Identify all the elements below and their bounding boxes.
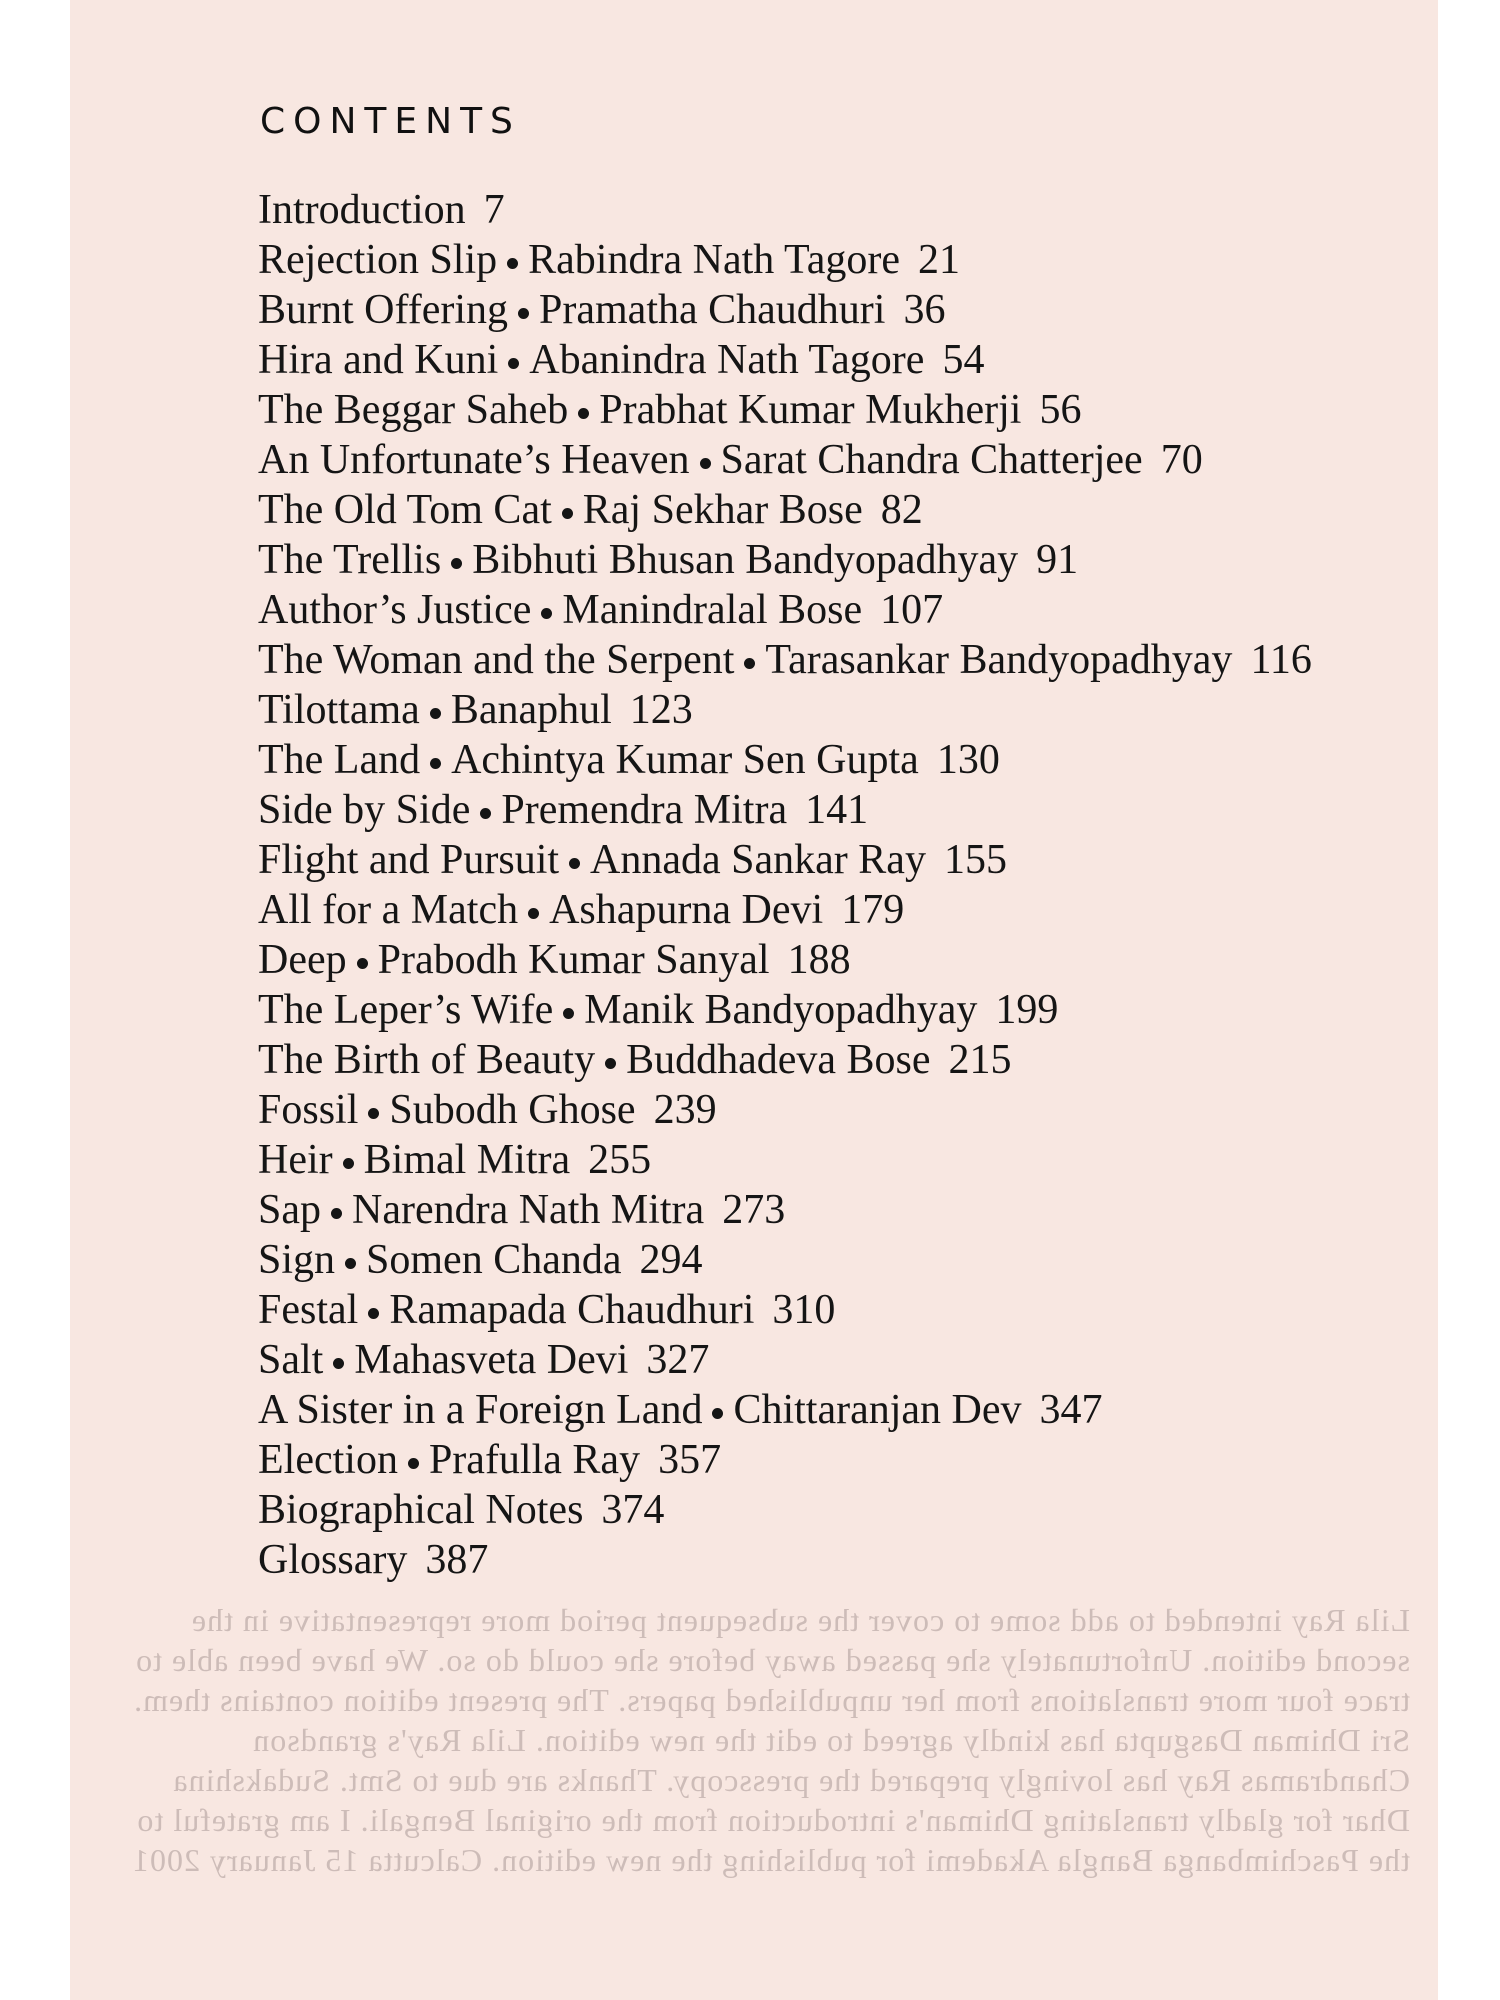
entry-title: An Unfortunate’s Heaven [258,437,690,483]
entry-title: The Woman and the Serpent [258,637,735,683]
entry-page-number: 327 [646,1337,710,1383]
entry-page-number: 141 [805,787,869,833]
page-title: CONTENTS [260,101,521,142]
entry-page-number: 36 [903,287,946,333]
entry-title: The Birth of Beauty [258,1037,596,1083]
bleed-line: prepared the presscopy. Thanks are due to Smt. Sudakshina [172,1762,990,1798]
entry-page-number: 255 [588,1137,652,1183]
entry-title: Glossary [258,1537,408,1583]
bleed-line: original Bengali. [359,1802,592,1838]
entry-author: Premendra Mitra [501,787,788,833]
entry-title: Introduction [258,187,466,233]
toc-entry [258,785,1312,835]
toc-entry [258,1135,1312,1185]
bullet-icon [451,558,462,569]
book-page [70,0,1438,2000]
entry-page-number: 123 [629,687,693,733]
toc-entry [258,535,1312,585]
entry-author: Bimal Mitra [363,1137,571,1183]
bullet-icon [528,908,539,919]
bullet-icon [605,1058,616,1069]
toc-entry [258,1535,1312,1585]
toc-entry [258,635,1312,685]
entry-title: Side by Side [258,787,471,833]
toc-entry [258,935,1312,985]
entry-page-number: 179 [841,887,905,933]
entry-page-number: 310 [772,1287,836,1333]
entry-page-number: 374 [601,1487,665,1533]
toc-entry [258,585,1312,635]
toc-entry [258,235,1312,285]
entry-author: Mahasveta Devi [354,1337,629,1383]
entry-author: Banaphul [450,687,612,733]
entry-author: Subodh Ghose [389,1087,636,1133]
toc-entry [258,1085,1312,1135]
bullet-icon [333,1358,344,1369]
entry-page-number: 116 [1250,637,1312,683]
bleed-line: publishing the new edition. [491,1842,867,1878]
entry-page-number: 387 [425,1537,489,1583]
entry-author: Annada Sankar Ray [590,837,926,883]
toc-entry [258,1235,1312,1285]
entry-page-number: 347 [1039,1387,1103,1433]
entry-title: Biographical Notes [258,1487,584,1533]
entry-title: Flight and Pursuit [258,837,560,883]
entry-page-number: 130 [936,737,1000,783]
entry-title: The Trellis [258,537,442,583]
toc-entry [258,835,1312,885]
entry-title: The Leper’s Wife [258,987,554,1033]
bullet-icon [343,1158,354,1169]
bleed-line: Lila Ray intended to add some [989,1602,1410,1638]
entry-author: Tarasankar Bandyopadhyay [765,637,1233,683]
toc-entry [258,285,1312,335]
contents-list [258,185,1312,1585]
bullet-icon [508,358,519,369]
bullet-icon [430,708,441,719]
bullet-icon [563,1008,574,1019]
entry-author: Ramapada Chaudhuri [389,1287,755,1333]
entry-author: Manindralal Bose [562,587,863,633]
bullet-icon [562,508,573,519]
bullet-icon [345,1258,356,1269]
entry-page-number: 199 [995,987,1059,1033]
bleed-line: 15 January 2001 [132,1842,359,1878]
entry-title: Tilottama [258,687,420,733]
entry-page-number: 239 [653,1087,717,1133]
entry-page-number: 21 [917,237,960,283]
bleed-line: Calcutta [367,1842,483,1878]
toc-entry [258,185,1312,235]
entry-author: Achintya Kumar Sen Gupta [451,737,919,783]
entry-title: Burnt Offering [258,287,509,333]
entry-title: Fossil [258,1087,359,1133]
entry-title: The Beggar Saheb [258,387,569,433]
bleed-line: more representative in the second edition. Unfortunately she [190,1602,1410,1678]
entry-page-number: 188 [787,937,851,983]
bullet-icon [331,1208,342,1219]
entry-page-number: 54 [942,337,985,383]
bullet-icon [368,1308,379,1319]
entry-author: Somen Chanda [366,1237,622,1283]
entry-author: Prabodh Kumar Sanyal [377,937,770,983]
entry-page-number: 107 [880,587,944,633]
entry-title: The Land [258,737,421,783]
toc-entry [258,1285,1312,1335]
entry-title: The Old Tom Cat [258,487,552,533]
entry-author: Prabhat Kumar Mukherji [599,387,1022,433]
toc-entry [258,385,1312,435]
entry-title: Deep [258,937,347,983]
entry-title: Sign [258,1237,336,1283]
toc-entry [258,885,1312,935]
toc-entry [258,985,1312,1035]
toc-entry [258,1335,1312,1385]
entry-title: Festal [258,1287,359,1333]
entry-page-number: 70 [1160,437,1203,483]
bullet-icon [357,958,368,969]
toc-entry [258,735,1312,785]
toc-entry [258,485,1312,535]
entry-author: Sarat Chandra Chatterjee [720,437,1143,483]
entry-title: Heir [258,1137,333,1183]
bullet-icon [541,608,552,619]
entry-page-number: 273 [722,1187,786,1233]
entry-author: Rabindra Nath Tagore [528,237,900,283]
toc-entry [258,1185,1312,1235]
entry-author: Ashapurna Devi [549,887,824,933]
entry-title: Rejection Slip [258,237,498,283]
bleed-line: Dhar for gladly translating Dhiman's introduction from the [600,1802,1410,1838]
bullet-icon [368,1108,379,1119]
bullet-icon [430,758,441,769]
bleed-line: to cover the subsequent period [559,1602,981,1638]
toc-entry [258,685,1312,735]
entry-author: Abanindra Nath Tagore [529,337,925,383]
entry-title: A Sister in a Foreign Land [258,1387,703,1433]
entry-author: Pramatha Chaudhuri [539,287,886,333]
toc-entry [258,1035,1312,1085]
bleed-line: passed away before she could do so. We have been able to [135,1642,937,1678]
bullet-icon [569,858,580,869]
bullet-icon [518,308,529,319]
entry-page-number: 294 [639,1237,703,1283]
toc-entry [258,1485,1312,1535]
entry-author: Bibhuti Bhusan Bandyopadhyay [472,537,1019,583]
entry-page-number: 215 [948,1037,1012,1083]
bullet-icon [712,1408,723,1419]
entry-page-number: 155 [943,837,1007,883]
entry-author: Manik Bandyopadhyay [584,987,978,1033]
bullet-icon [744,658,755,669]
entry-author: Narendra Nath Mitra [352,1187,705,1233]
entry-title: Sap [258,1187,321,1233]
toc-entry [258,1385,1312,1435]
bullet-icon [700,458,711,469]
bullet-icon [480,808,491,819]
entry-page-number: 7 [483,187,505,233]
bullet-icon [578,408,589,419]
entry-author: Raj Sekhar Bose [582,487,863,533]
entry-title: Hira and Kuni [258,337,499,383]
bleed-line: I am grateful to the Paschimbanga Bangla Akademi for [136,1802,1410,1878]
entry-page-number: 82 [880,487,923,533]
entry-author: Buddhadeva Bose [626,1037,931,1083]
bleed-line: trace four more translations from her unpublished papers. [617,1682,1410,1718]
toc-entry [258,435,1312,485]
entry-title: Salt [258,1337,324,1383]
entry-page-number: 91 [1036,537,1079,583]
entry-author: Chittaranjan Dev [733,1387,1022,1433]
entry-author: Prafulla Ray [428,1437,641,1483]
entry-page-number: 357 [658,1437,722,1483]
bleed-line: Sri Dhiman Dasgupta has kindly agreed to edit the new [648,1722,1410,1758]
bullet-icon [408,1458,419,1469]
toc-entry [258,335,1312,385]
bleed-through-text [100,1600,1410,1880]
toc-entry [258,1435,1312,1485]
bleed-line: edition. Lila Ray's grandson Chandramas Ray has lovingly [252,1722,1410,1798]
bullet-icon [507,258,518,269]
bleed-line: The present edition contains them. [133,1682,609,1718]
entry-title: All for a Match [258,887,519,933]
entry-page-number: 56 [1039,387,1082,433]
entry-title: Author’s Justice [258,587,532,633]
entry-title: Election [258,1437,398,1483]
